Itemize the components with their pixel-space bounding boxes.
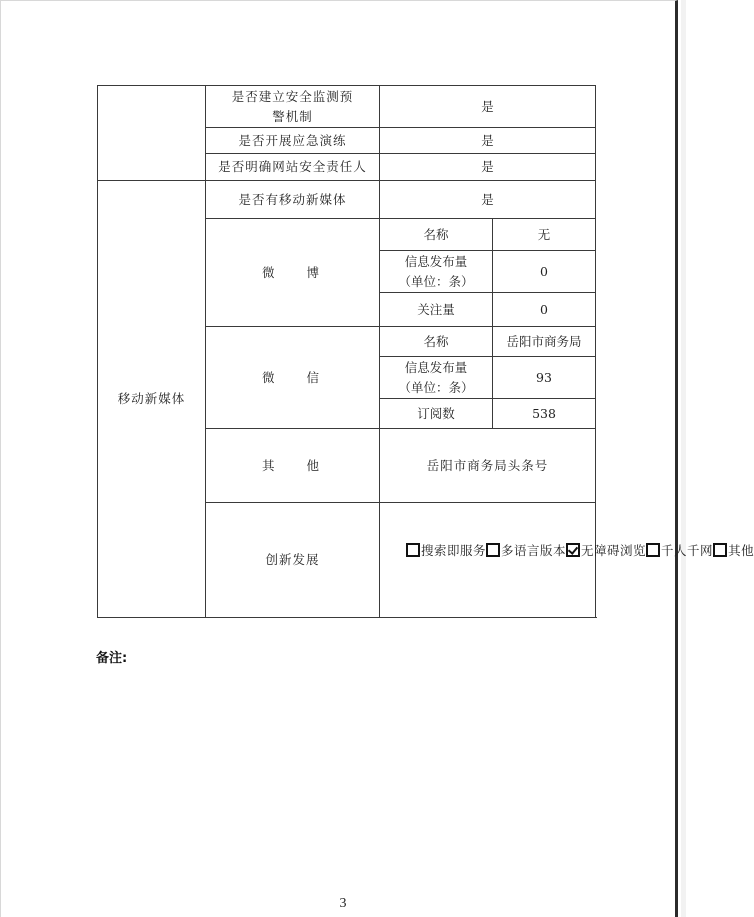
security-responsible-value: 是 <box>380 154 596 181</box>
emergency-drill-label: 是否开展应急演练 <box>206 128 380 154</box>
monitoring-warning-value: 是 <box>380 86 596 128</box>
page-number: 3 <box>339 896 347 911</box>
has-mobile-media-value: 是 <box>380 181 596 219</box>
option-label: 千人千网 <box>661 543 714 558</box>
option-personalized[interactable] <box>646 543 713 558</box>
has-mobile-media-label: 是否有移动新媒体 <box>206 181 380 219</box>
option-label: 多语言版本 <box>501 543 567 558</box>
weibo-name-label: 名称 <box>380 219 493 251</box>
page-edge-shadow <box>681 0 686 917</box>
innovation-label: 创新发展 <box>206 503 380 618</box>
weibo-name-value: 无 <box>493 219 596 251</box>
wechat-posts-label-line2: （单位：条） <box>398 379 474 395</box>
option-other[interactable] <box>713 543 754 558</box>
weibo-posts-label-line1: 信息发布量 <box>404 253 468 269</box>
wechat-subscribers-value: 538 <box>493 399 596 429</box>
security-responsible-label: 是否明确网站安全责任人 <box>206 154 380 181</box>
option-label: 其他 <box>728 543 754 558</box>
weibo-posts-label-line2: （单位：条） <box>398 273 474 289</box>
weibo-followers-label: 关注量 <box>380 293 493 327</box>
other-media-value: 岳阳市商务局头条号 <box>380 429 596 503</box>
weibo-posts-value: 0 <box>493 251 596 293</box>
checkbox-icon[interactable] <box>713 543 727 557</box>
emergency-drill-value: 是 <box>380 128 596 154</box>
monitoring-warning-label: 是否建立安全监测预警机制 <box>206 86 380 128</box>
other-media-label: 其 他 <box>206 429 380 503</box>
checkbox-icon[interactable] <box>486 543 500 557</box>
option-accessible-browsing[interactable] <box>566 543 646 558</box>
checkbox-icon[interactable] <box>646 543 660 557</box>
mobile-media-section-label: 移动新媒体 <box>98 181 206 618</box>
checkbox-icon[interactable] <box>406 543 420 557</box>
remark-label: 备注: <box>96 651 128 666</box>
weibo-posts-label <box>380 251 493 293</box>
option-multilingual[interactable] <box>486 543 566 558</box>
checkbox-checked-icon[interactable] <box>566 543 580 557</box>
option-label: 搜索即服务 <box>421 543 487 558</box>
wechat-name-value: 岳阳市商务局 <box>493 327 596 357</box>
wechat-posts-label-line1: 信息发布量 <box>404 359 468 375</box>
wechat-subscribers-label: 订阅数 <box>380 399 493 429</box>
statistics-table <box>97 85 754 618</box>
innovation-options <box>380 503 754 618</box>
wechat-name-label: 名称 <box>380 327 493 357</box>
option-search-as-service[interactable] <box>406 543 486 558</box>
weibo-label: 微 博 <box>206 219 380 327</box>
blank-section-cell <box>98 86 206 181</box>
weibo-followers-value: 0 <box>493 293 596 327</box>
wechat-posts-label <box>380 357 493 399</box>
wechat-label: 微 信 <box>206 327 380 429</box>
wechat-posts-value: 93 <box>493 357 596 399</box>
option-label: 无障碍浏览 <box>581 543 647 558</box>
